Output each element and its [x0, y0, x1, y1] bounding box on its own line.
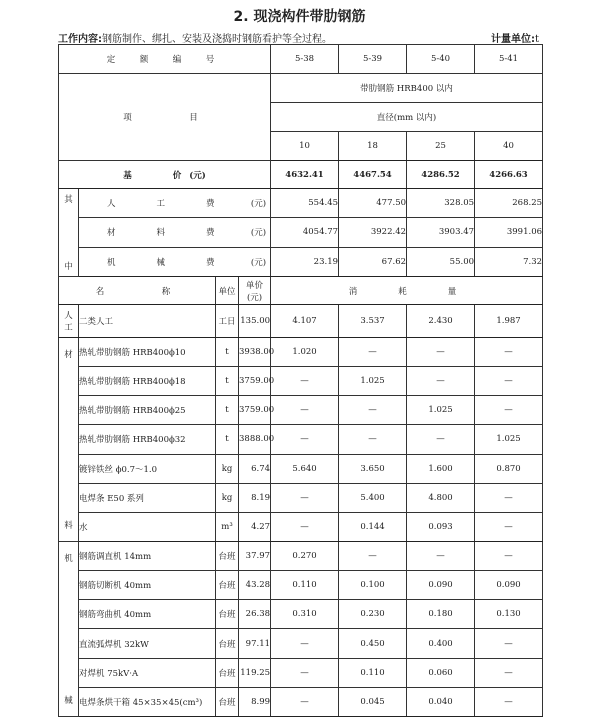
cost-group-label: [59, 189, 79, 277]
diameter-value: 40: [475, 132, 543, 161]
quota-code: 5-38: [271, 45, 339, 74]
diameter-value: 10: [271, 132, 339, 161]
consumption-value: —: [271, 367, 339, 396]
consumption-value: 0.130: [475, 600, 543, 629]
labor-category-char: 人: [64, 311, 73, 321]
resource-price: 3888.00: [239, 425, 271, 454]
unit-label: 计量单位:: [490, 34, 535, 45]
labor-category-char: 工: [64, 323, 73, 333]
labor-category: [59, 305, 79, 338]
resource-price: 3759.00: [239, 367, 271, 396]
cost-group-char: 其: [64, 195, 73, 205]
cost-value: 477.50: [339, 189, 407, 218]
resource-price: 135.00: [239, 305, 271, 338]
base-price-value: 4286.52: [407, 161, 475, 189]
cost-value: 3991.06: [475, 218, 543, 247]
consumption-header: 消 耗 量: [271, 277, 543, 305]
consumption-value: —: [339, 542, 407, 571]
cost-value: 4054.77: [271, 218, 339, 247]
unit-value: t: [534, 34, 539, 45]
consumption-value: —: [339, 396, 407, 425]
consumption-value: 0.310: [271, 600, 339, 629]
cost-value: 3903.47: [407, 218, 475, 247]
resource-unit: 台班: [216, 687, 239, 716]
cost-item-name: 机 械 费: [107, 257, 223, 268]
consumption-value: 0.270: [271, 542, 339, 571]
consumption-value: 1.600: [407, 454, 475, 483]
resource-name: 热轧带肋钢筋 HRB400ϕ18: [79, 367, 216, 396]
consumption-value: 0.060: [407, 658, 475, 687]
machine-category-char: 械: [64, 696, 73, 706]
resource-unit: 台班: [216, 629, 239, 658]
resource-price: 97.11: [239, 629, 271, 658]
base-price-label-cell: [59, 161, 271, 189]
cost-group-char: 中: [64, 262, 73, 272]
consumption-value: —: [475, 542, 543, 571]
material-category: [59, 338, 79, 542]
resource-name: 热轧带肋钢筋 HRB400ϕ32: [79, 425, 216, 454]
consumption-value: —: [475, 512, 543, 541]
base-price-value: 4266.63: [475, 161, 543, 189]
resource-name: 直流弧焊机 32kW: [79, 629, 216, 658]
resource-price: 3938.00: [239, 338, 271, 367]
resource-name: 二类人工: [79, 305, 216, 338]
consumption-value: 0.110: [271, 571, 339, 600]
consumption-value: —: [271, 483, 339, 512]
consumption-value: 4.800: [407, 483, 475, 512]
resource-unit: 台班: [216, 658, 239, 687]
consumption-value: —: [271, 425, 339, 454]
resource-price: 6.74: [239, 454, 271, 483]
consumption-value: 1.025: [339, 367, 407, 396]
machine-category: [59, 542, 79, 717]
material-category-char: 料: [64, 521, 73, 531]
diameter-value: 25: [407, 132, 475, 161]
resource-price: 3759.00: [239, 396, 271, 425]
cost-value: 67.62: [339, 247, 407, 276]
consumption-value: —: [339, 338, 407, 367]
cost-item: [79, 218, 271, 247]
cost-item: [79, 189, 271, 218]
quota-code: 5-41: [475, 45, 543, 74]
cost-item-unit: (元): [250, 199, 267, 210]
consumption-value: 1.020: [271, 338, 339, 367]
resource-name: 对焊机 75kV·A: [79, 658, 216, 687]
consumption-value: —: [271, 396, 339, 425]
resource-price: 4.27: [239, 512, 271, 541]
cost-item-name: 材 料 费: [107, 228, 223, 239]
page-title: 2. 现浇构件带肋钢筋: [233, 9, 366, 25]
resource-price: 8.99: [239, 687, 271, 716]
cost-value: 55.00: [407, 247, 475, 276]
resource-unit: m³: [216, 512, 239, 541]
resource-name: 热轧带肋钢筋 HRB400ϕ10: [79, 338, 216, 367]
quota-no-label: 定 额 编 号: [59, 45, 271, 74]
material-category-char: 材: [64, 350, 73, 360]
cost-item-unit: (元): [250, 257, 267, 268]
base-price-unit: (元): [189, 170, 206, 181]
consumption-value: 0.045: [339, 687, 407, 716]
resource-unit: t: [216, 425, 239, 454]
consumption-value: 1.987: [475, 305, 543, 338]
consumption-value: —: [339, 425, 407, 454]
resource-name: 镀锌铁丝 ϕ0.7～1.0: [79, 454, 216, 483]
consumption-value: —: [475, 396, 543, 425]
consumption-value: 2.430: [407, 305, 475, 338]
consumption-value: 0.090: [475, 571, 543, 600]
cost-item: [79, 247, 271, 276]
consumption-value: —: [475, 338, 543, 367]
consumption-value: —: [407, 338, 475, 367]
consumption-value: —: [475, 687, 543, 716]
resource-name: 钢筋调直机 14mm: [79, 542, 216, 571]
cost-item-name: 人 工 费: [107, 199, 223, 210]
cost-value: 328.05: [407, 189, 475, 218]
consumption-value: 0.870: [475, 454, 543, 483]
resource-name: 电焊条烘干箱 45×35×45(cm³): [79, 687, 216, 716]
consumption-value: —: [475, 658, 543, 687]
consumption-value: —: [407, 367, 475, 396]
res-price-header: 单价(元): [239, 277, 271, 305]
work-content-label: 工作内容:: [58, 34, 102, 45]
cost-value: 23.19: [271, 247, 339, 276]
quota-code: 5-39: [339, 45, 407, 74]
consumption-value: 5.400: [339, 483, 407, 512]
consumption-value: —: [475, 367, 543, 396]
consumption-value: 0.040: [407, 687, 475, 716]
resource-unit: t: [216, 396, 239, 425]
consumption-value: —: [475, 629, 543, 658]
resource-price: 37.97: [239, 542, 271, 571]
consumption-value: 0.400: [407, 629, 475, 658]
resource-unit: kg: [216, 483, 239, 512]
item-label: 项 目: [59, 74, 271, 161]
work-content: [58, 30, 332, 45]
consumption-value: —: [475, 483, 543, 512]
diameter-label: 直径(mm 以内): [271, 103, 543, 132]
consumption-value: 1.025: [475, 425, 543, 454]
base-price-value: 4632.41: [271, 161, 339, 189]
diameter-value: 18: [339, 132, 407, 161]
cost-item-unit: (元): [250, 228, 267, 239]
resource-unit: t: [216, 367, 239, 396]
consumption-value: 0.230: [339, 600, 407, 629]
consumption-value: 0.093: [407, 512, 475, 541]
consumption-value: 0.100: [339, 571, 407, 600]
machine-category-char: 机: [64, 554, 73, 564]
consumption-value: 3.650: [339, 454, 407, 483]
resource-name: 钢筋弯曲机 40mm: [79, 600, 216, 629]
resource-price: 119.25: [239, 658, 271, 687]
consumption-value: 0.180: [407, 600, 475, 629]
consumption-value: —: [271, 658, 339, 687]
consumption-value: 0.090: [407, 571, 475, 600]
cost-value: 268.25: [475, 189, 543, 218]
res-name-header: 名 称: [59, 277, 216, 305]
base-price-value: 4467.54: [339, 161, 407, 189]
consumption-value: 4.107: [271, 305, 339, 338]
resource-price: 43.28: [239, 571, 271, 600]
resource-unit: 台班: [216, 571, 239, 600]
resource-unit: kg: [216, 454, 239, 483]
work-content-text: 钢筋制作、绑扎、安装及浇捣时钢筋看护等全过程。: [102, 34, 332, 45]
consumption-value: —: [271, 687, 339, 716]
cost-value: 3922.42: [339, 218, 407, 247]
consumption-value: 0.110: [339, 658, 407, 687]
consumption-value: 0.144: [339, 512, 407, 541]
consumption-value: —: [271, 629, 339, 658]
resource-name: 钢筋切断机 40mm: [79, 571, 216, 600]
res-unit-header: 单位: [216, 277, 239, 305]
resource-unit: 工日: [216, 305, 239, 338]
consumption-value: 0.450: [339, 629, 407, 658]
cost-value: 7.32: [475, 247, 543, 276]
resource-name: 电焊条 E50 系列: [79, 483, 216, 512]
resource-name: 水: [79, 512, 216, 541]
resource-name: 热轧带肋钢筋 HRB400ϕ25: [79, 396, 216, 425]
quota-code: 5-40: [407, 45, 475, 74]
consumption-value: —: [271, 512, 339, 541]
resource-unit: 台班: [216, 542, 239, 571]
quota-table: [58, 44, 543, 717]
consumption-value: 3.537: [339, 305, 407, 338]
consumption-value: —: [407, 425, 475, 454]
base-price-label: 基 价: [123, 170, 190, 181]
consumption-value: 5.640: [271, 454, 339, 483]
resource-price: 26.38: [239, 600, 271, 629]
resource-unit: t: [216, 338, 239, 367]
spec-label: 带肋钢筋 HRB400 以内: [271, 74, 543, 103]
resource-unit: 台班: [216, 600, 239, 629]
consumption-value: 1.025: [407, 396, 475, 425]
cost-value: 554.45: [271, 189, 339, 218]
resource-price: 8.19: [239, 483, 271, 512]
consumption-value: —: [407, 542, 475, 571]
unit-of-measure: [491, 30, 539, 45]
